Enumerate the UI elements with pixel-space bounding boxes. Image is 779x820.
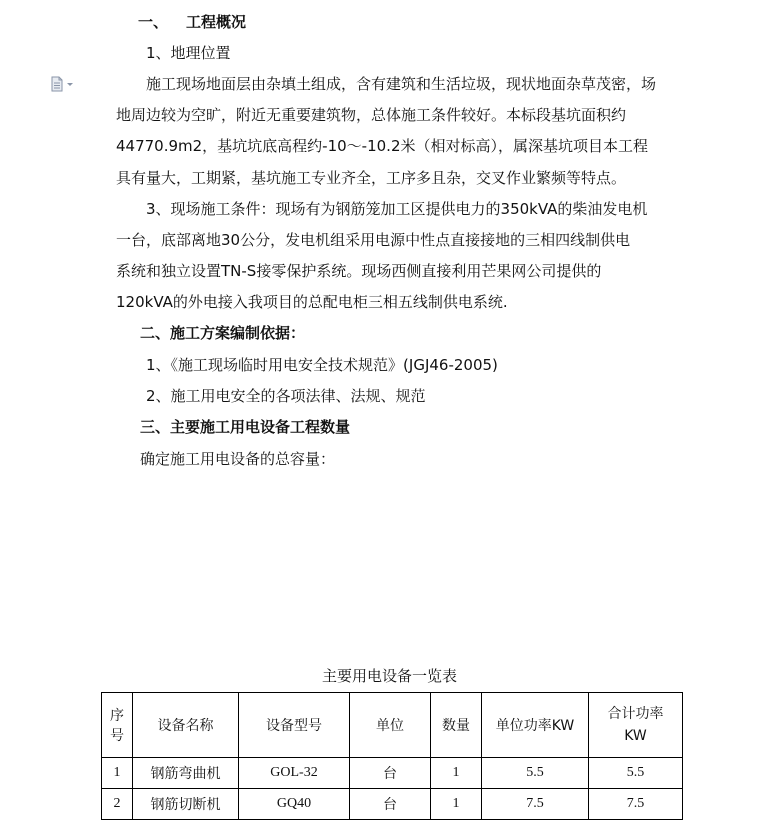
section1-heading: 工程概况: [186, 13, 247, 31]
cell-unit: 台: [350, 758, 431, 789]
cell-qty: 1: [431, 789, 482, 820]
paragraph-line: 系统和独立设置TN-S接零保护系统。现场西侧直接利用芒果网公司提供的: [116, 262, 602, 280]
header-total-power: 合计功率 KW: [589, 693, 683, 758]
cell-total-power: 5.5: [589, 758, 683, 789]
section1-heading-number: 一、: [138, 13, 169, 31]
paragraph-line: 44770.9m2，基坑坑底高程约-10～-10.2米（相对标高），属深基坑项目本工程: [116, 137, 648, 155]
table-header-row: [102, 693, 683, 758]
header-unit-power: 单位功率KW: [482, 693, 589, 758]
header-qty: 数量: [431, 693, 482, 758]
paragraph-line: 施工现场地面层由杂填土组成，含有建筑和生活垃圾，现状地面杂草茂密，场: [146, 75, 657, 93]
header-unit: 单位: [350, 693, 431, 758]
cell-seq: 2: [102, 789, 133, 820]
paragraph-line: 地周边较为空旷，附近无重要建筑物，总体施工条件较好。本标段基坑面积约: [116, 106, 627, 124]
section2-heading: 二、施工方案编制依据：: [140, 324, 306, 342]
section3-intro: 确定施工用电设备的总容量：: [140, 450, 336, 468]
section3-heading: 三、主要施工用电设备工程数量: [140, 418, 351, 436]
paragraph-line: 一台，底部离地30公分，发电机组采用电源中性点直接接地的三相四线制供电: [116, 231, 631, 249]
cell-unit: 台: [350, 789, 431, 820]
header-name: 设备名称: [133, 693, 239, 758]
subsection-title-location: 1、地理位置: [146, 44, 231, 62]
cell-name: 钢筋弯曲机: [133, 758, 239, 789]
cell-unit-power: 5.5: [482, 758, 589, 789]
document-icon[interactable]: [51, 76, 81, 92]
cell-model: GOL-32: [239, 758, 350, 789]
cell-total-power: 7.5: [589, 789, 683, 820]
paragraph-line: 120kVA的外电接入我项目的总配电柜三相五线制供电系统.: [116, 293, 508, 311]
cell-name: 钢筋切断机: [133, 789, 239, 820]
table-row: [102, 758, 683, 789]
cell-seq: 1: [102, 758, 133, 789]
list-item: 2、施工用电安全的各项法律、法规、规范: [146, 387, 426, 405]
paragraph-line: 3、现场施工条件：现场有为钢筋笼加工区提供电力的350kVA的柴油发电机: [146, 200, 648, 218]
table-caption: 主要用电设备一览表: [321, 667, 457, 685]
equipment-table: [101, 692, 683, 820]
table-row: [102, 789, 683, 820]
header-model: 设备型号: [239, 693, 350, 758]
header-seq: 序 号: [102, 693, 133, 758]
cell-unit-power: 7.5: [482, 789, 589, 820]
paragraph-line: 具有量大，工期紧，基坑施工专业齐全，工序多且杂，交叉作业繁频等特点。: [116, 169, 627, 187]
cell-model: GQ40: [239, 789, 350, 820]
list-item: 1、《施工现场临时用电安全技术规范》(JGJ46-2005): [146, 356, 498, 374]
cell-qty: 1: [431, 758, 482, 789]
